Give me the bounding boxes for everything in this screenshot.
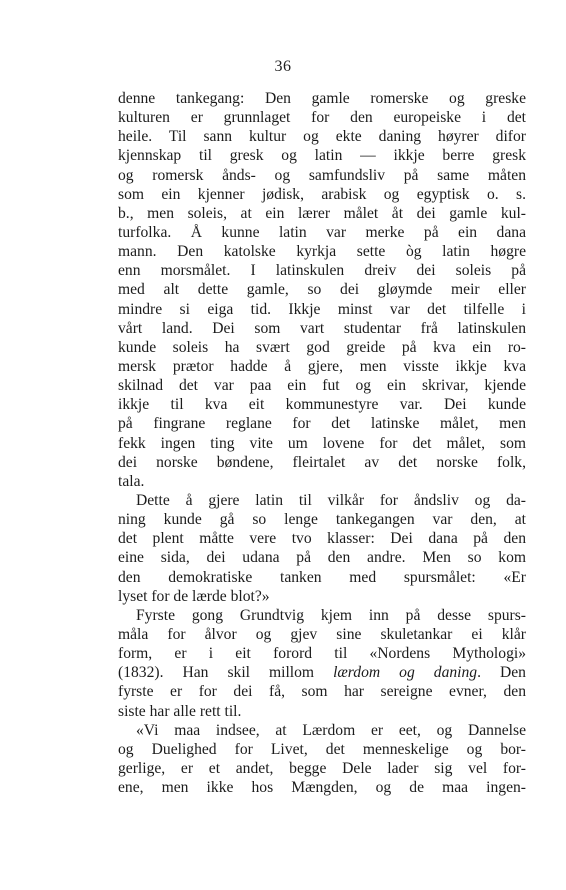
text-line: og romersk ånds- og samfundsliv på same måten: [118, 166, 526, 184]
text-line: ning kunde gå so lenge tankegangen var den, at: [118, 511, 526, 529]
text-line: skilnad det var paa ein fut og ein skrivar, kjende: [118, 377, 526, 395]
text-line: tala.: [118, 472, 145, 490]
text-line: siste har alle rett til.: [118, 702, 242, 720]
text-line: fekk ingen ting vite um lovene for det målet, som: [118, 434, 526, 452]
text-line: kjennskap til gresk og latin — ikkje berre gresk: [118, 147, 526, 165]
body-text: [118, 89, 526, 797]
text-line: kunde soleis ha svært god greide på kva ein ro-: [118, 338, 526, 356]
text-line: Fyrste gong Grundtvig kjem inn på desse spurs-: [136, 606, 526, 624]
text-line: b., men soleis, at ein lærer målet åt dei gamle kul-: [118, 204, 526, 222]
text-line: på fingrane reglane for det latinske målet, men: [118, 415, 526, 433]
text-line: Dette å gjere latin til vilkår for åndsliv og da-: [136, 491, 526, 509]
text-line: [118, 663, 526, 682]
text-line: fyrste er for dei få, som har sereigne evner, den: [118, 683, 526, 701]
text-line: gerlige, er et andet, begge Dele lader sig vel for-: [118, 759, 526, 777]
page-number: 36: [274, 58, 292, 75]
text-line: eine sida, dei udana på den andre. Men so kom: [118, 549, 526, 567]
text-line: mersk prætor hadde å gjere, men visste ikkje kva: [118, 357, 526, 375]
text-line: og Duelighed for Livet, det menneskelige og bor-: [118, 740, 526, 758]
text-line: heile. Til sann kultur og ekte daning høyrer difor: [118, 128, 526, 146]
text-line: mann. Den katolske kyrkja sette òg latin høgre: [118, 243, 526, 261]
text-line: ene, men ikke hos Mængden, og de maa ingen-: [118, 779, 526, 797]
text-line: lyset for de lærde blot?»: [118, 587, 270, 605]
text-line: som ein kjenner jødisk, arabisk og egyptisk o. s.: [118, 185, 526, 203]
italic-phrase: lærdom og daning: [333, 664, 478, 682]
text-line: form, er i eit forord til «Nordens Mythologi»: [118, 645, 526, 663]
text-segment: (1832). Han skil millom: [118, 664, 334, 682]
text-line: mindre si eiga tid. Ikkje minst var det tilfelle i: [118, 300, 526, 318]
text-line: «Vi maa indsee, at Lærdom er eet, og Dannelse: [136, 721, 526, 739]
text-line: måla for ålvor og gjev sine skuletankar ei klår: [118, 625, 526, 643]
text-line: den demokratiske tanken med spursmålet: «Er: [118, 568, 526, 586]
text-line: turfolka. Å kunne latin var merke på ein dana: [118, 223, 526, 241]
text-line: enn morsmålet. I latinskulen dreiv dei soleis på: [118, 262, 526, 280]
text-segment: . Den: [477, 664, 526, 682]
text-line: det plent måtte vere tvo klasser: Dei dana på den: [118, 530, 526, 548]
text-line: vårt land. Dei som vart studentar frå latinskulen: [118, 319, 526, 337]
text-line: dei norske bøndene, fleirtalet av det norske folk,: [118, 453, 526, 471]
text-line: kulturen er grunnlaget for den europeiske i det: [118, 109, 526, 127]
text-line: med alt dette gamle, so dei gløymde meir eller: [118, 281, 526, 299]
text-line: ikkje til kva eit kommunestyre var. Dei kunde: [118, 396, 526, 414]
text-line: denne tankegang: Den gamle romerske og greske: [118, 90, 526, 107]
